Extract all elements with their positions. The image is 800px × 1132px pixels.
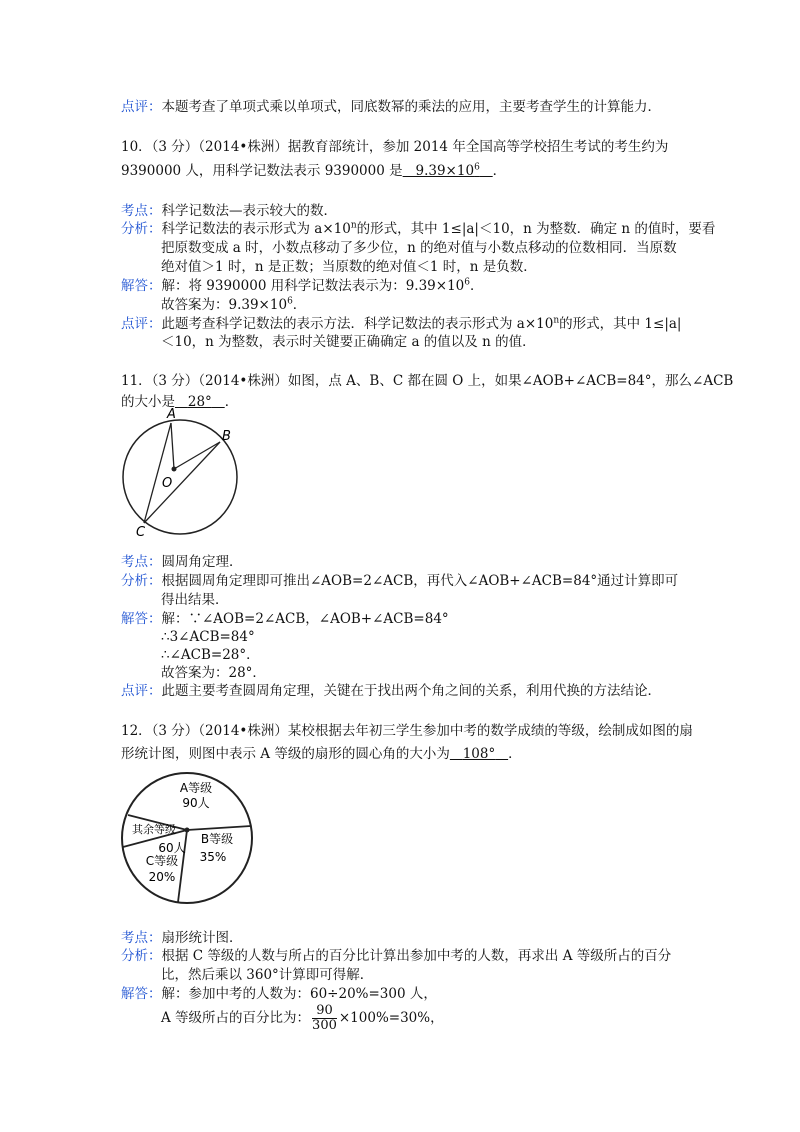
kaodian-text: 圆周角定理． — [161, 554, 243, 570]
q11-fenxi-1 — [121, 572, 678, 590]
segment-ao — [171, 423, 174, 469]
fraction-denominator: 300 — [312, 1018, 337, 1033]
q11-jieda-4: 故答案为：28°． — [161, 665, 266, 681]
jieda-2-prefix: A 等级所占的百分比为： — [161, 1010, 311, 1026]
fenxi-text-cont: 的形式，其中 1≤|a|＜10，n 为整数．确定 n 的值时，要看 — [356, 221, 716, 237]
q10-answer — [403, 163, 493, 179]
jieda-label: 解答： — [121, 278, 162, 294]
label-c: C — [136, 525, 146, 540]
q10-answer-base: 9.39×10 — [415, 163, 475, 179]
fenxi-label: 分析： — [121, 221, 162, 237]
q12-answer — [450, 746, 508, 762]
label-b: B — [222, 429, 231, 444]
kaodian-text: 扇形统计图． — [161, 930, 243, 946]
slice-c-value: 20% — [148, 870, 176, 884]
q11-header: 11．（3 分）（2014•株洲）如图，点 A、B、C 都在圆 O 上，如果∠AOB+∠ACB=84°，那么∠ACB — [121, 373, 734, 389]
fenxi-exp: n — [350, 220, 357, 231]
q11-fenxi-2: 得出结果． — [161, 592, 229, 608]
kaodian-text: 科学记数法—表示较大的数． — [161, 203, 337, 219]
jieda-label: 解答： — [121, 986, 162, 1002]
label-o: O — [162, 476, 173, 491]
q12-jieda-1 — [121, 985, 437, 1003]
q12-fenxi-2: 比，然后乘以 360°计算即可得解． — [161, 967, 374, 983]
jieda-text: 解：∵∠AOB=2∠ACB，∠AOB+∠ACB=84° — [161, 611, 449, 627]
q10-header: 10．（3 分）（2014•株洲）据教育部统计，参加 2014 年全国高等学校招生考试的考生约为 — [121, 139, 669, 155]
q11-kaodian — [121, 553, 243, 571]
q10-fenxi-3: 绝对值＞1 时，n 是正数；当原数的绝对值＜1 时，n 是负数． — [161, 259, 537, 275]
jieda-answer-exp: 6 — [287, 296, 293, 307]
q11-jieda-3: ∴∠ACB=28°． — [161, 647, 260, 663]
kaodian-label: 考点： — [121, 554, 162, 570]
jieda-text: 解：参加中考的人数为：60÷20%=300 人， — [161, 986, 437, 1002]
q11-dianping — [121, 682, 661, 700]
segment-ob — [174, 442, 220, 469]
pie-center — [185, 828, 190, 833]
circle-o — [123, 420, 237, 534]
jieda-exp: 6 — [464, 277, 470, 288]
center-point — [172, 467, 177, 472]
q10-answer-exp: 6 — [474, 162, 480, 173]
slice-a-label: A等级 — [179, 781, 213, 795]
jieda-label: 解答： — [121, 611, 162, 627]
slice-b-label: B等级 — [200, 832, 234, 846]
kaodian-label: 考点： — [121, 203, 162, 219]
q12-answer-value: 108° — [462, 746, 496, 762]
q10-fenxi-2: 把原数变成 a 时，小数点移动了多少位，n 的绝对值与小数点移动的位数相同．当原数 — [161, 240, 677, 256]
q12-line2 — [121, 745, 522, 763]
q12-header: 12．（3 分）（2014•株洲）某校根据去年初三学生参加中考的数学成绩的等级，绘制成如图的扇 — [121, 723, 693, 739]
q11-jieda-2: ∴3∠ACB=84° — [161, 629, 255, 645]
q12-jieda-2 — [161, 1004, 444, 1033]
q12-fenxi-1 — [121, 947, 671, 965]
q10-fenxi-1 — [121, 220, 715, 238]
review-label: 点评： — [121, 99, 162, 115]
pie-chart — [116, 768, 258, 908]
q11-answer-value: 28° — [187, 394, 212, 410]
fraction-numerator: 90 — [312, 1004, 337, 1019]
q10-line2-suffix: ． — [492, 163, 507, 179]
fenxi-text: 科学记数法的表示形式为 a×10 — [161, 221, 351, 237]
q12-kaodian — [121, 929, 243, 947]
jieda-text: 解：将 9390000 用科学记数法表示为：9.39×10 — [161, 278, 465, 294]
circle-figure — [116, 405, 248, 540]
fenxi-label: 分析： — [121, 948, 162, 964]
fenxi-label: 分析： — [121, 573, 162, 589]
review-text: 本题考查了单项式乘以单项式，同底数幂的乘法的应用，主要考查学生的计算能力． — [161, 99, 661, 115]
jieda-suffix: ． — [470, 278, 484, 294]
slice-c-extra: 60人 — [158, 841, 186, 855]
q12-line2-suffix: ． — [508, 746, 522, 762]
q10-kaodian — [121, 202, 337, 220]
dianping-text-cont: 的形式，其中 1≤|a| — [559, 316, 682, 332]
fenxi-text: 根据圆周角定理即可推出∠AOB=2∠ACB，再代入∠AOB+∠ACB=84°通过计算即可 — [161, 573, 679, 589]
dianping-label: 点评： — [121, 683, 162, 699]
slice-a-value: 90人 — [182, 796, 210, 810]
q12-line2-prefix: 形统计图，则图中表示 A 等级的扇形的圆心角的大小为 — [121, 746, 450, 762]
q10-line2 — [121, 162, 506, 180]
slice-c-label: C等级 — [145, 854, 179, 868]
slice-other-label: 其余等级 — [132, 823, 176, 836]
q11-line2-prefix: 的大小是 — [121, 394, 175, 410]
label-a: A — [167, 407, 176, 422]
dianping-text: 此题主要考查圆周角定理，关键在于找出两个角之间的关系，利用代换的方法结论． — [161, 683, 661, 699]
jieda-answer-suffix: ． — [292, 297, 307, 313]
dianping-label: 点评： — [121, 316, 162, 332]
q11-line2-suffix: ． — [224, 394, 239, 410]
kaodian-label: 考点： — [121, 930, 162, 946]
q10-dianping-1 — [121, 315, 681, 333]
jieda-answer-text: 故答案为：9.39×10 — [161, 297, 288, 313]
fraction — [312, 1004, 337, 1033]
dianping-text: 此题考查科学记数法的表示方法．科学记数法的表示形式为 a×10 — [161, 316, 554, 332]
top-review-line — [121, 98, 661, 116]
jieda-2-suffix: ×100%=30%， — [338, 1010, 444, 1026]
q10-jieda-2 — [161, 296, 306, 314]
q11-jieda-1 — [121, 610, 449, 628]
q10-jieda-1 — [121, 277, 484, 295]
q10-line2-prefix: 9390000 人，用科学记数法表示 9390000 是 — [121, 163, 403, 179]
slice-b-value: 35% — [199, 850, 227, 864]
fenxi-text: 根据 C 等级的人数与所占的百分比计算出参加中考的人数，再求出 A 等级所占的百分 — [161, 948, 672, 964]
dianping-exp: n — [553, 315, 560, 326]
q10-dianping-2: ＜10，n 为整数，表示时关键要正确确定 a 的值以及 n 的值． — [161, 334, 536, 350]
